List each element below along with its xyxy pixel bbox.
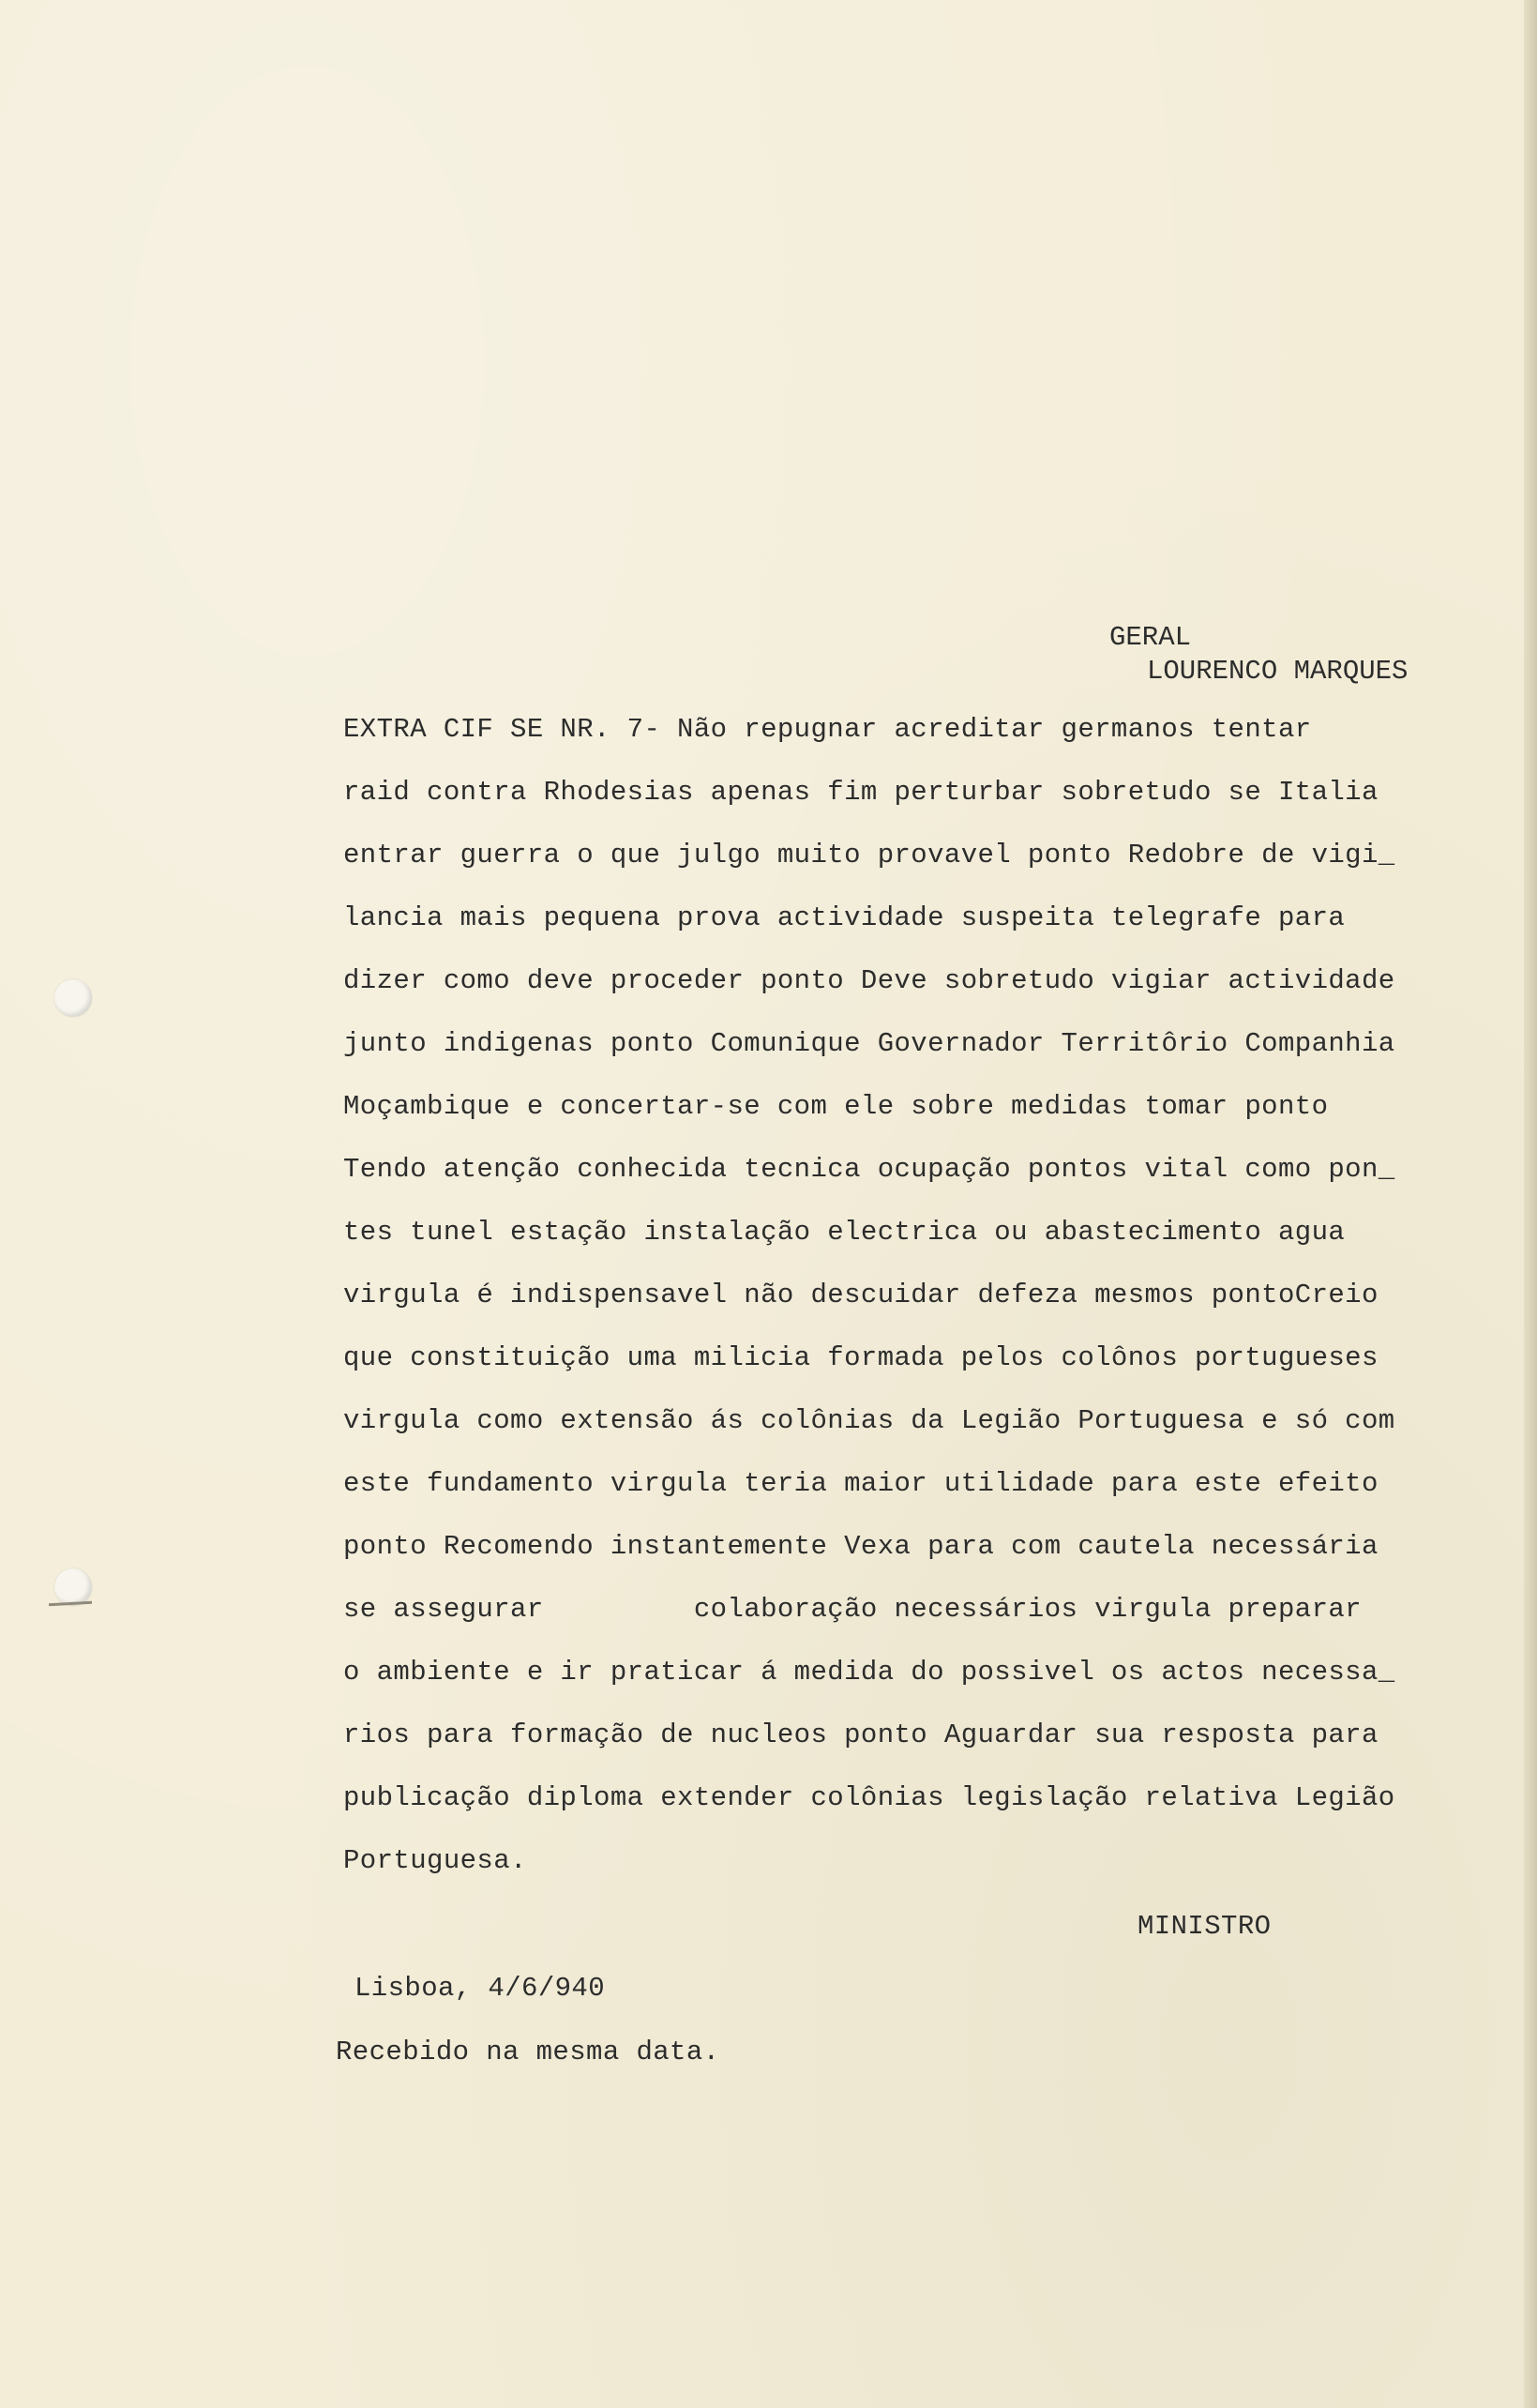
- body-line: este fundamento virgula teria maior utilidade para este efeito: [343, 1468, 1379, 1499]
- body-line: tes tunel estação instalação electrica ou abastecimento agua: [343, 1217, 1346, 1248]
- body-line: junto indigenas ponto Comunique Governador Territôrio Companhia: [343, 1028, 1395, 1059]
- body-line: raid contra Rhodesias apenas fim perturbar sobretudo se Italia: [343, 777, 1379, 808]
- body-line: Tendo atenção conhecida tecnica ocupação pontos vital como pon_: [343, 1154, 1395, 1185]
- body-line: Portuguesa.: [343, 1845, 527, 1876]
- header-line-2: LOURENCO MARQUES: [1147, 656, 1409, 687]
- received-note: Recebido na mesma data.: [336, 2037, 720, 2067]
- body-line: se assegurar colaboração necessários virgula preparar: [343, 1594, 1362, 1625]
- body-line: rios para formação de nucleos ponto Aguardar sua resposta para: [343, 1719, 1379, 1750]
- body-line: que constituição uma milicia formada pelos colônos portugueses: [343, 1342, 1379, 1373]
- body-line: virgula é indispensavel não descuidar defeza mesmos pontoCreio: [343, 1280, 1379, 1310]
- body-line: lancia mais pequena prova actividade suspeita telegrafe para: [343, 902, 1346, 933]
- body-line: entrar guerra o que julgo muito provavel ponto Redobre de vigi_: [343, 840, 1395, 871]
- body-line: o ambiente e ir praticar á medida do possivel os actos necessa_: [343, 1657, 1395, 1688]
- body-line: dizer como deve proceder ponto Deve sobretudo vigiar actividade: [343, 965, 1395, 996]
- signature: MINISTRO: [1138, 1911, 1272, 1942]
- header-line-1: GERAL: [1109, 622, 1192, 653]
- body-line: Moçambique e concertar-se com ele sobre medidas tomar ponto: [343, 1091, 1329, 1122]
- paper-edge: [1524, 0, 1537, 2408]
- telegram-body: [343, 713, 1395, 1907]
- punch-hole-bottom: [54, 1568, 92, 1606]
- body-line: ponto Recomendo instantemente Vexa para com cautela necessária: [343, 1531, 1379, 1562]
- punch-hole-top: [54, 979, 92, 1017]
- body-line: publicação diploma extender colônias legislação relativa Legião: [343, 1782, 1395, 1813]
- body-line: EXTRA CIF SE NR. 7- Não repugnar acreditar germanos tentar: [343, 714, 1312, 745]
- body-line: virgula como extensão ás colônias da Legião Portuguesa e só com: [343, 1405, 1395, 1436]
- place-date: Lisboa, 4/6/940: [354, 1973, 606, 2004]
